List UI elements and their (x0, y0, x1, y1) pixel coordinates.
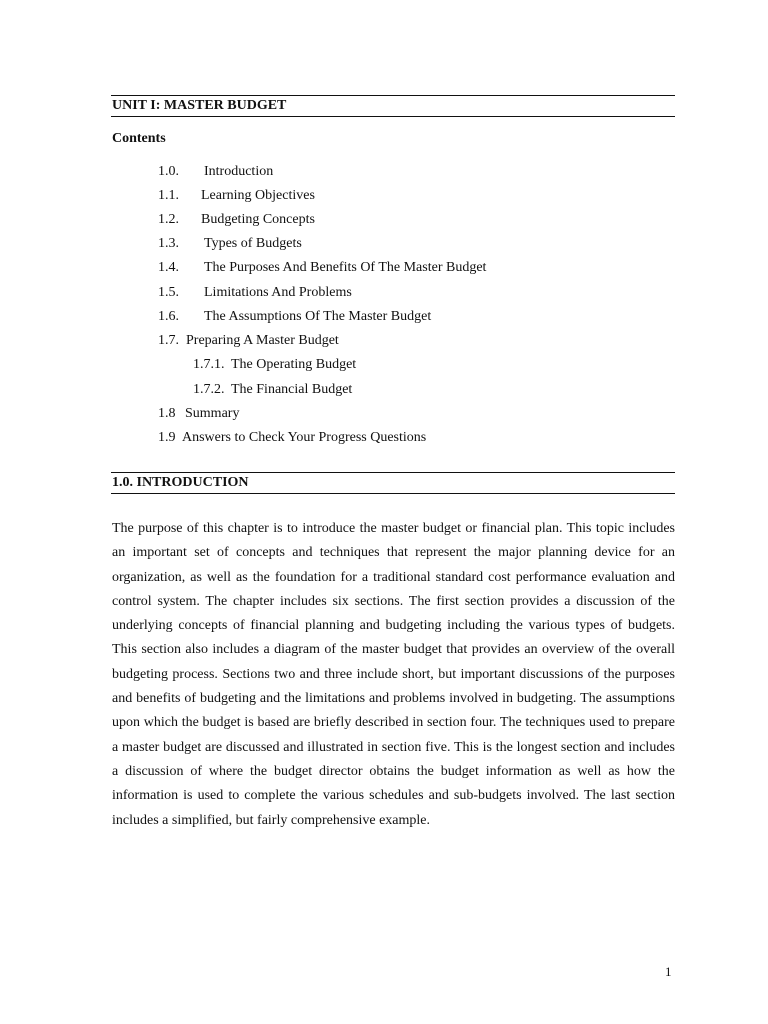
toc-item-title: Answers to Check Your Progress Questions (182, 430, 427, 445)
toc-item-number: 1.8 (158, 406, 176, 421)
toc-item-title: The Assumptions Of The Master Budget (204, 309, 432, 324)
toc-item-number: 1.6. (158, 309, 179, 324)
toc-item-title: Learning Objectives (201, 188, 315, 203)
toc-item-number: 1.3. (158, 236, 179, 251)
unit-heading: UNIT I: MASTER BUDGET (111, 95, 675, 117)
toc-item-number: 1.0. (158, 164, 179, 179)
toc-item[interactable] (158, 284, 352, 302)
toc-item-title: Preparing A Master Budget (186, 333, 339, 348)
toc-item-title: Summary (185, 406, 240, 421)
toc-item-number: 1.2. (158, 212, 179, 227)
toc-item-number: 1.7. (158, 333, 179, 348)
intro-paragraph: The purpose of this chapter is to introduce the master budget or financial plan. This topic includes an important set of concepts and techniques that represent the major planning device for an organization, as well as the foundation for a traditional standard cost performance evaluation and control system. The chapter includes six sections. The first section provides a discussion of the underlying concepts of financial planning and budgeting including the various types of budgets. This section also includes a diagram of the master budget that provides an overview of the overall budgeting process. Sections two and three include short, but important discussions of the purposes and benefits of budgeting and the limitations and problems involved in budgeting. The assumptions upon which the budget is based are briefly described in section four. The techniques used to prepare a master budget are discussed and illustrated in section five. This is the longest section and includes a discussion of where the budget director obtains the budget information as well as how the information is used to complete the various schedules and sub-budgets involved. The last section includes a simplified, but fairly comprehensive example. (112, 521, 675, 828)
toc-item[interactable] (158, 187, 315, 205)
contents-label: Contents (112, 131, 166, 146)
toc-item-title: Limitations And Problems (204, 285, 352, 300)
toc-item-number: 1.7.2. (193, 382, 225, 397)
page-number: 1 (665, 964, 672, 979)
toc-item-number: 1.9 (158, 430, 176, 445)
toc-item-title: Types of Budgets (204, 236, 302, 251)
toc-item[interactable] (158, 235, 302, 253)
toc-item[interactable] (158, 405, 239, 423)
toc-item[interactable] (158, 332, 339, 350)
toc-item-title: Introduction (204, 164, 274, 179)
toc-item[interactable] (158, 211, 315, 229)
toc-item-number: 1.4. (158, 260, 179, 275)
toc-item-title: The Purposes And Benefits Of The Master Budget (204, 260, 487, 275)
toc-item[interactable] (193, 356, 356, 374)
toc-item-title: The Operating Budget (231, 357, 357, 372)
toc-item[interactable] (158, 429, 426, 447)
toc-item-title: The Financial Budget (231, 382, 353, 397)
toc-item[interactable] (158, 259, 486, 277)
toc-item-number: 1.1. (158, 188, 179, 203)
toc-item-number: 1.5. (158, 285, 179, 300)
toc-item[interactable] (158, 308, 431, 326)
section-heading: 1.0. INTRODUCTION (111, 472, 675, 494)
toc-item[interactable] (158, 163, 273, 181)
toc-item[interactable] (193, 381, 352, 399)
toc-item-number: 1.7.1. (193, 357, 225, 372)
toc-item-title: Budgeting Concepts (201, 212, 315, 227)
